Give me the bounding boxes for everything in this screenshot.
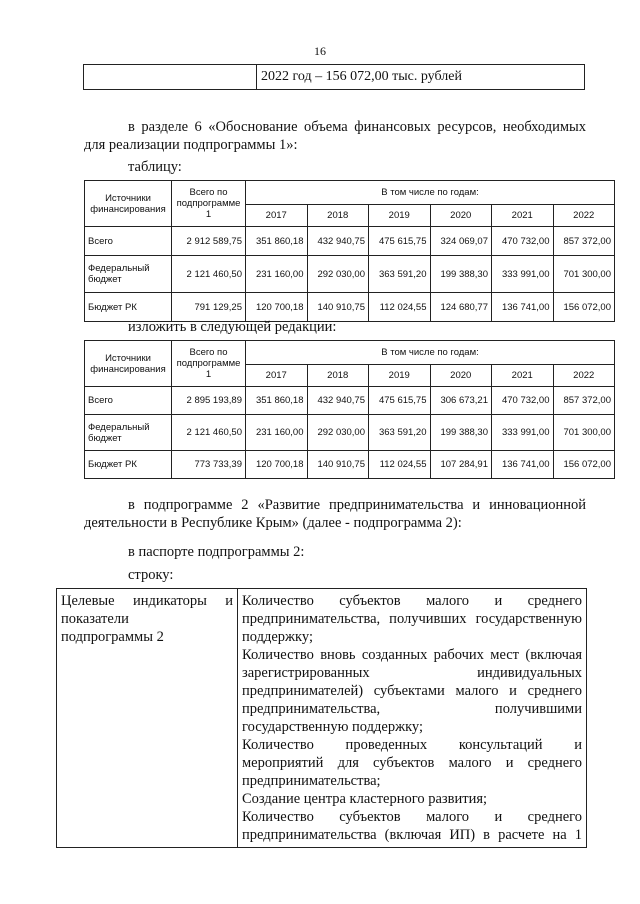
cell-value: 351 860,18: [246, 227, 308, 256]
indicators-value-cell: [238, 589, 587, 848]
table-row: [85, 415, 615, 451]
indicator-line: Количество субъектов малого и среднего: [242, 593, 582, 609]
cell-value: 124 680,77: [430, 293, 492, 322]
cell-value: 292 030,00: [307, 415, 369, 451]
row-label: Бюджет РК: [85, 293, 172, 322]
indicator-line: предпринимательства;: [242, 773, 381, 789]
indicator-line: предпринимательства, получивших государственную: [242, 611, 582, 627]
indicators-label-line: показатели: [61, 611, 129, 627]
years-caption: В том числе по годам:: [246, 341, 615, 365]
cell-value: 292 030,00: [307, 256, 369, 293]
year-header: 2021: [492, 205, 554, 227]
cell-value: 136 741,00: [492, 451, 554, 479]
cell-value: 363 591,20: [369, 415, 431, 451]
year-header: 2017: [246, 365, 308, 387]
cell-value: 701 300,00: [553, 256, 615, 293]
header-row-1: [85, 181, 615, 205]
cell-value: 140 910,75: [307, 451, 369, 479]
finance-table-old: [84, 180, 615, 322]
header-row-1: [85, 341, 615, 365]
cell-value: 231 160,00: [246, 256, 308, 293]
row-total: 2 121 460,50: [172, 256, 246, 293]
indicators-table: [56, 588, 587, 848]
row-label: Федеральный бюджет: [85, 256, 172, 293]
row-label: Всего: [85, 227, 172, 256]
cell-value: 107 284,91: [430, 451, 492, 479]
finance-table-new: [84, 340, 615, 479]
table-row: [85, 227, 615, 256]
source-header: Источники финансирования: [85, 341, 172, 387]
cell-value: 156 072,00: [553, 293, 615, 322]
cell-value: 470 732,00: [492, 387, 554, 415]
passport-label: в паспорте подпрограммы 2:: [128, 544, 305, 560]
indicator-line: предпринимателей) субъектами малого и среднего: [242, 683, 582, 699]
year-header: 2018: [307, 365, 369, 387]
table-row: [85, 451, 615, 479]
indicators-label-cell: [57, 589, 238, 848]
cell-value: 363 591,20: [369, 256, 431, 293]
indicators-label-line: подпрограммы 2: [61, 629, 164, 645]
section-6-paragraph: [84, 118, 586, 154]
year-header: 2020: [430, 205, 492, 227]
table-row: [85, 256, 615, 293]
cell-value: 857 372,00: [553, 387, 615, 415]
subprogram-2-line-1: в подпрограмме 2 «Развитие предпринимательства и инновационной: [128, 497, 586, 513]
row-total: 791 129,25: [172, 293, 246, 322]
cell-value: 470 732,00: [492, 227, 554, 256]
row-label: Всего: [85, 387, 172, 415]
indicator-line: предпринимательства (включая ИП) в расчете на 1: [242, 827, 582, 843]
cell-value: 156 072,00: [553, 451, 615, 479]
years-caption: В том числе по годам:: [246, 181, 615, 205]
indicator-line: зарегистрированных индивидуальных: [242, 665, 582, 681]
cell-value: 112 024,55: [369, 293, 431, 322]
page-number: 16: [314, 44, 326, 58]
subprogram-2-paragraph: [84, 496, 586, 532]
cell-value: 120 700,18: [246, 451, 308, 479]
cell-value: 231 160,00: [246, 415, 308, 451]
cell-value: 140 910,75: [307, 293, 369, 322]
indicator-line: поддержку;: [242, 629, 313, 645]
row-label-stroku: строку:: [128, 567, 174, 583]
year-header: 2022: [553, 365, 615, 387]
total-header: Всего по подпрограмме 1: [172, 341, 246, 387]
cell-value: 136 741,00: [492, 293, 554, 322]
indicator-line: Количество проведенных консультаций и: [242, 737, 582, 753]
indicators-label-line: Целевые индикаторы и: [61, 593, 233, 609]
indicator-line: мероприятий для субъектов малого и среднего: [242, 755, 582, 771]
indicator-line: Количество вновь созданных рабочих мест (включая: [242, 647, 582, 663]
row-total: 2 121 460,50: [172, 415, 246, 451]
year-header: 2017: [246, 205, 308, 227]
cell-value: 432 940,75: [307, 227, 369, 256]
cell-value: 199 388,30: [430, 415, 492, 451]
cell-value: 475 615,75: [369, 227, 431, 256]
row-total: 2 895 193,89: [172, 387, 246, 415]
table-label: таблицу:: [128, 159, 182, 175]
cell-value: 857 372,00: [553, 227, 615, 256]
row-total: 773 733,39: [172, 451, 246, 479]
year-header: 2018: [307, 205, 369, 227]
indicator-line: Количество субъектов малого и среднего: [242, 809, 582, 825]
cell-value: 333 991,00: [492, 415, 554, 451]
indicator-line: Создание центра кластерного развития;: [242, 791, 488, 807]
cell-value: 306 673,21: [430, 387, 492, 415]
cell-value: 324 069,07: [430, 227, 492, 256]
year-header: 2022: [553, 205, 615, 227]
table-row: [85, 387, 615, 415]
empty-cell: [84, 65, 257, 90]
previous-table-fragment: [83, 64, 585, 90]
year-2022-total: 2022 год – 156 072,00 тыс. рублей: [257, 65, 585, 90]
cell-value: 199 388,30: [430, 256, 492, 293]
indicator-line: государственную поддержку;: [242, 719, 424, 735]
row-total: 2 912 589,75: [172, 227, 246, 256]
year-header: 2021: [492, 365, 554, 387]
year-header: 2019: [369, 365, 431, 387]
section-6-line-1: в разделе 6 «Обоснование объема финансовых ресурсов, необходимых: [128, 119, 586, 135]
indicator-line: предпринимательства, получившими: [242, 701, 582, 717]
year-header: 2019: [369, 205, 431, 227]
source-header: Источники финансирования: [85, 181, 172, 227]
cell-value: 701 300,00: [553, 415, 615, 451]
year-header: 2020: [430, 365, 492, 387]
row-label: Федеральный бюджет: [85, 415, 172, 451]
cell-value: 112 024,55: [369, 451, 431, 479]
section-6-line-2: для реализации подпрограммы 1»:: [84, 137, 298, 153]
redaction-label: изложить в следующей редакции:: [128, 319, 337, 335]
indicators-row: [57, 589, 587, 848]
cell-value: 333 991,00: [492, 256, 554, 293]
row-label: Бюджет РК: [85, 451, 172, 479]
cell-value: 120 700,18: [246, 293, 308, 322]
cell-value: 475 615,75: [369, 387, 431, 415]
total-header: Всего по подпрограмме 1: [172, 181, 246, 227]
cell-value: 351 860,18: [246, 387, 308, 415]
cell-value: 432 940,75: [307, 387, 369, 415]
subprogram-2-line-2: деятельности в Республике Крым» (далее - подпрограмма 2):: [84, 515, 462, 531]
